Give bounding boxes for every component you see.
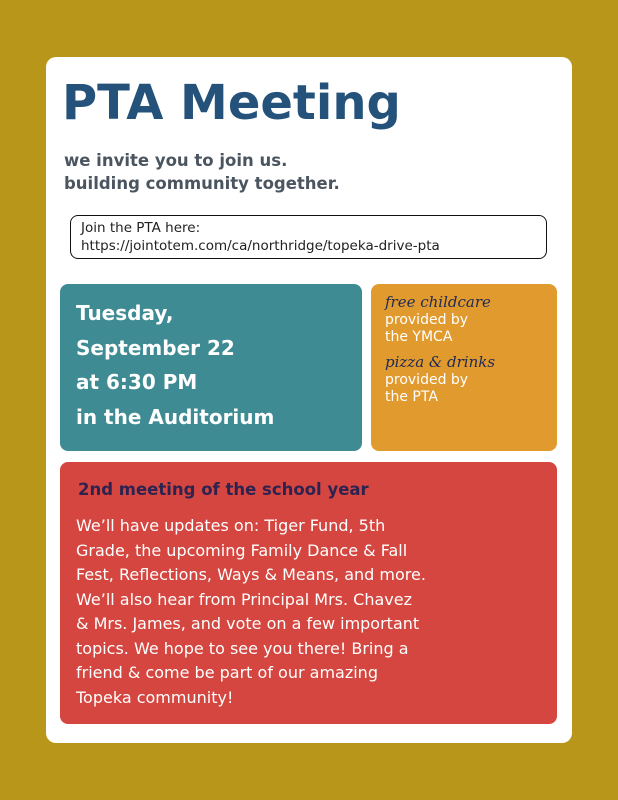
page-title: PTA Meeting <box>62 75 401 131</box>
details-line: topics. We hope to see you there! Bring a <box>76 638 409 658</box>
subtitle <box>64 149 340 195</box>
details-line: Fest, Reflections, Ways & Means, and more. <box>76 565 426 584</box>
details-line: We’ll also hear from Principal Mrs. Chavez <box>76 589 413 609</box>
perk-line: provided by <box>385 372 469 388</box>
details-heading: 2nd meeting of the school year <box>78 480 369 499</box>
details-line: Topeka community! <box>76 687 234 707</box>
meeting-time-panel <box>60 284 362 451</box>
flyer-card <box>46 57 572 743</box>
details-line: friend & come be part of our amazing <box>76 663 378 682</box>
subtitle-line: building community together. <box>64 174 340 193</box>
perk-body-food <box>385 372 543 406</box>
perk-heading-food: pizza & drinks <box>385 353 496 371</box>
subtitle-line: we invite you to join us. <box>64 151 288 170</box>
details-line: Grade, the upcoming Family Dance & Fall <box>76 540 408 560</box>
details-body <box>76 514 541 710</box>
details-line: & Mrs. James, and vote on a few important <box>76 614 420 633</box>
perk-line: the PTA <box>385 389 438 405</box>
perk-heading-childcare: free childcare <box>385 293 491 311</box>
meeting-date: September 22 <box>76 335 235 360</box>
join-link[interactable]: https://jointotem.com/ca/northridge/topeka-drive-pta <box>81 238 440 254</box>
perks-panel <box>371 284 557 451</box>
perk-line: provided by <box>385 312 469 328</box>
perk-body-childcare <box>385 312 543 346</box>
meeting-day: Tuesday, <box>76 301 174 325</box>
meeting-time: at 6:30 PM <box>76 370 198 394</box>
join-label: Join the PTA here: <box>81 220 201 236</box>
perk-line: the YMCA <box>385 329 453 345</box>
details-panel <box>60 462 557 724</box>
join-box <box>70 215 547 259</box>
meeting-location: in the Auditorium <box>76 404 275 429</box>
details-line: We’ll have updates on: Tiger Fund, 5th <box>76 516 386 535</box>
